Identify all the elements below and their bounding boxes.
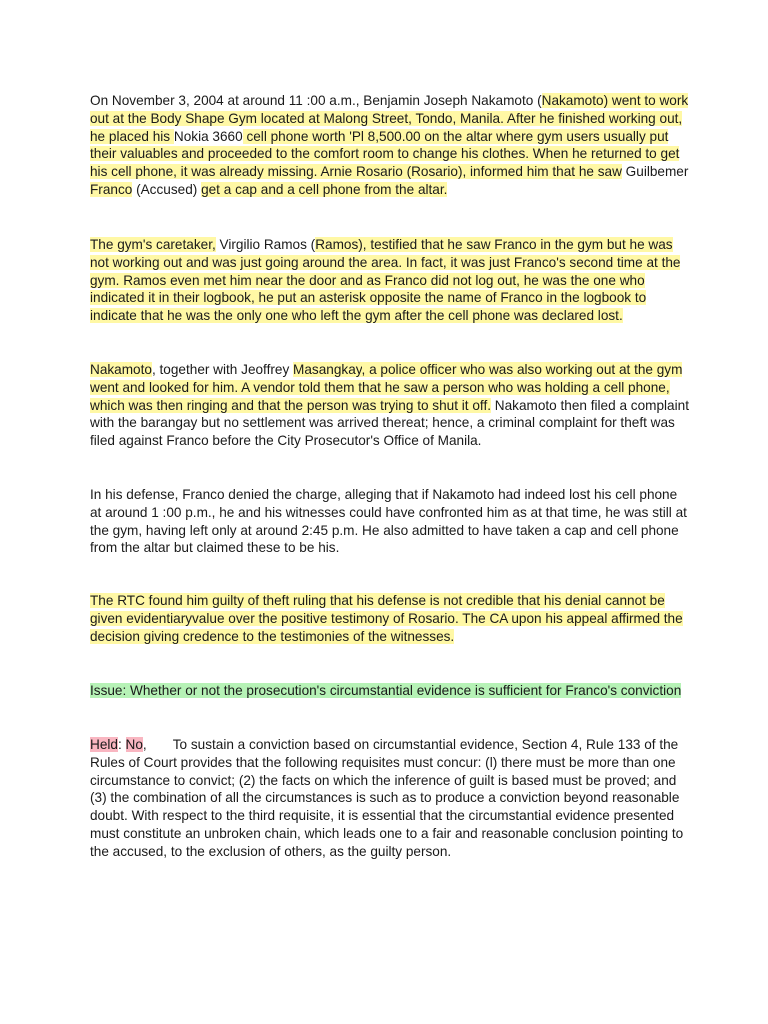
text-segment: Nakamoto then filed a complaint with the barangay but no settlement was arrived thereat; hence, a criminal complaint for theft was filed against Franco before the City Prosecutor's Office of Manila. (90, 397, 689, 449)
ruling-paragraph (90, 592, 690, 645)
defense-paragraph (90, 486, 690, 557)
highlighted-text: Franco (90, 181, 133, 197)
highlighted-text: Masangkay (293, 362, 362, 377)
text-segment: Virgilio Ramos ( (215, 237, 316, 252)
text-segment: : (117, 737, 126, 752)
highlighted-text: cell phone worth 'Pl 8,500.00 on the altar where gym users usually put their valuables and proceeded to the comfort room to change his clothes. When he returned to get his cell phone, it was already missing. Arnie Rosario (Rosario), informed him that he saw (90, 128, 680, 180)
highlighted-text: ), testified that he saw Franco in the gym but he was not working out and was just going around the area. In fact, it was just Franco's second time at the gym. Ramos even met him near the door and as Franco did not log out, he was the one who indicated it in their logbook, he put an asterisk opposite the name of Franco in the logbook to indicate that he was the only one who left the gym after the cell phone was declared lost. (90, 237, 681, 324)
text-segment: In his defense, Franco denied the charge, alleging that if Nakamoto had indeed lost his cell phone at around 1 :00 p.m., he and his witnesses could have confronted him as at that time, he was still at the gym, having left only at around 2:45 p.m. He also admitted to have taken a cap and cell phone from the altar but claimed these to be his. (90, 487, 687, 556)
facts-paragraph-1 (90, 92, 690, 199)
text-segment: , together with (151, 362, 242, 377)
facts-paragraph-2 (90, 236, 690, 325)
highlighted-text: Nakamoto (90, 362, 152, 377)
issue-paragraph (90, 682, 690, 700)
text-segment: (Accused) (132, 181, 202, 197)
highlighted-text: get a cap and a cell phone from the altar. (201, 181, 448, 197)
held-text: To sustain a conviction based on circumstantial evidence, Section 4, Rule 133 of the Rules of Court provides that the following requisites must concur: (l) there must be more than one circumstance to convict; (2) the facts on which the inference of guilt is based must be proved; and (3) the combination of all the circumstances is such as to produce a conviction beyond reasonable doubt. With respect to the third requisite, it is essential that the circumstantial evidence presented must constitute an unbroken chain, which leads one to a fair and reasonable conclusion pointing to the accused, to the exclusion of others, as the guilty person. (90, 737, 684, 859)
text-segment: Jeoffrey (241, 362, 294, 377)
highlighted-text: , a police officer who was also working out at the gym went and looked for him. A vendor told them that he saw a person who was holding a cell phone, which was then ringing and that the person was trying to shut it off. (90, 362, 683, 413)
text-segment: On November 3, 2004 at around 11 :00 a.m., Benjamin Joseph Nakamoto ( (90, 93, 542, 108)
text-segment: Nokia 3660 (173, 128, 243, 144)
held-paragraph (90, 736, 690, 861)
issue-highlighted-text: Issue: Whether or not the prosecution's circumstantial evidence is sufficient for Franco's conviction (90, 683, 682, 698)
highlighted-text: Nakamoto) went to work out at the Body Shape Gym located at Malong Street, Tondo, Manila. After he finished working out, he placed his (90, 93, 689, 144)
text-segment: Guilbemer (621, 164, 689, 180)
facts-paragraph-3 (90, 361, 690, 450)
highlighted-text: The RTC found him guilty of theft ruling that his defense is not credible that his denial cannot be given evidentiaryvalue over the positive testimony of Rosario. The CA upon his appeal affirmed the decision giving credence to the testimonies of the witnesses. (90, 593, 683, 644)
text-segment: , (142, 737, 147, 752)
highlighted-text: The gym's caretaker, (90, 237, 216, 252)
highlighted-text: Ramos (315, 237, 359, 252)
held-label: Held (90, 737, 118, 752)
held-answer: No (125, 737, 143, 752)
